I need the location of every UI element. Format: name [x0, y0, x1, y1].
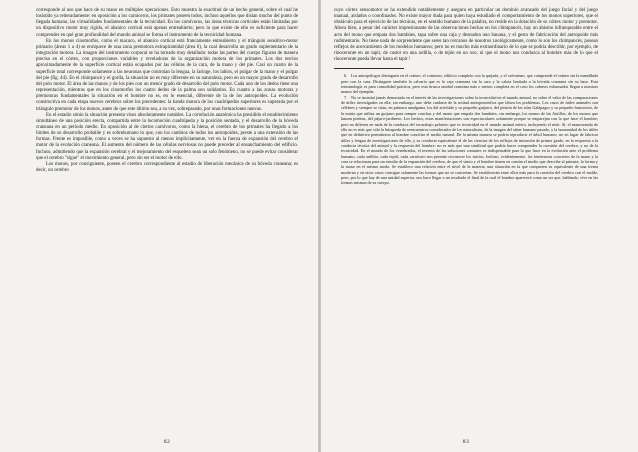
left-paragraph-1: corresponde al uso que hace de su mano en múltiples operaciones. Esto muestra la exactitud de un hecho general, sobre el cual he insistido ya reiteradamente: en oposición a los carniceros, los primates poseen todos, incluso aquellos que distan mucho del punto de llegada humano, las virtualidades fundamentales de la tecnicidad. En los carnívoros, las áreas técnicas corticales están limitadas por un dispositivo motor muy rígido, el abanico cortical está apenas entreabierto; pero lo que existe de ello es suficiente para hacer comprender en qué gran profundidad del mundo animal se forma el instrumento de la tecnicidad humana. — [36, 8, 298, 38]
left-page — [36, 8, 298, 448]
left-paragraph-3: En el estadio simio la situación presenta visos absolutamente notables. La correlación anatómica ha presidido el establecimiento simultáneo de una posición erecta, compartida entre la locomoción cuadrúpeda y la posición sentada, y el desarrollo de la bóveda craneana en un período medio. En oposición al de ciertos carnívoros, como la hiena, el cerebro de los primates ha llegado a los límites de su desarrollo probable y es sobrehumano lo que, con los cambios de todos los antropoides, preste a una extensión de las formas. Frente es imposible, como a veces se ha supuesto al menos implícitamente, ver en la fuerza de expansión del cerebro el motor de la evolución craneana. El aumento del número de las células nerviosas no puede preceder al ensanchamiento del edificio. Incluso, admitiendo que la expansión cerebral y el mejoramiento del esqueleto sean un solo fenómeno, no se puede evitar considerar que el cerebro "sigue" el movimiento general, pero sin ser el motor de ello. — [36, 112, 298, 161]
left-paragraph-4: Los monos, por consiguiente, poseen el cerebro correspondiente al estadio de liberación mecánica de su bóveda craneana; es decir, un cerebro — [36, 161, 298, 174]
right-paragraph-1: cuyo córtex sensomotor se ha extendido notablemente y asegura en particular un dominio avanzado del juego facial y del juego manual, aislados o coordinados. No existe mayor duda para quien haya estudiado el comportamiento de los monos superiores, que el obstáculo para el ejercicio de las técnicas, en el sentido humano de la palabra, no reside en la dotación de su córtex motor y premotor. Ahora bien, a pesar del carácter impresionante de las observaciones hechas en los chimpancés, hay un abismo infranqueable entre el acto del mono que empata dos bambúes, tapa sobre una caja y desnudea uno banana, y el gesto de fabricación del antropoide más rudimentario. No tiene nada de sorprendente que seres tan cercanos de nosotros zoológicamente, como lo son los chimpancés, posean reflejos de acercamiento de los modelos humanos; pero no es mucho más extraordinario de lo que se podría describir, por ejemplo, de rinoceronte en un tapir, de castor en una ardilla, o de tejón en un oso; ni que el mono nos conduzca al hombre más de lo que el rinoceronte pueda llevar hasta el tapir.¹ — [334, 8, 598, 63]
footnotes — [334, 73, 598, 185]
right-page — [334, 8, 598, 448]
footnote-rule — [334, 68, 404, 69]
footnote-text: No se insistirá jamás demasiado en el interés de las investigaciones sobre la tecnicidad en el mundo animal, no sobre el valor de las comparaciones de útiles investigados en ella; sin embargo, uno debe cuidarse de la actitud antropomórfica que falsea los problemas. Los casos de útiles animales son célebres y siempre se citan, en primera amalgama, los del aráchido y su pequeño guijarro, del pinzón de las islas Galápagos y su pequeño bastoncito, de la nutria que utiliza un guijarro para romper conchas y del mono que empala dos bambúes; sin embargo, los monos de las Antillas, de los monos que lanzan piedras, del pájaro-jardinero. Los hechos, estas manifestaciones son espectaculares solamente porque se emparejan con lo que hace el hombre; pero no difieren en nada de la conducta del escarabajo pelotero que es tecnicidad en el mundo animal entero, incluyendo el nido. Sí, el manoseando de ello no es más que sólo la búsqueda de reencuentros considerados de los naturalistas, de la imagen del saber humano pasado, y la humanidad de los útiles que en definitiva permitieron al hombre conciliar el medio natural. De la misma manera se podría reproducir el árbol humano, no en lugar de fabricar útiles y lengua de investigaciones de ello, y su conducta equivalente el de las ciencias de los reflejos de imitación de primer grado, en la respuesta a la conducta técnica del animal y la respuesta del hombre: no es más que una similitud que podría hacer comprender la cuestión del cerebro, y no de la tecnicidad. En el mundo de los vertebrados, el invento de las soluciones comunes es indispensable para lo que hace en la evolución ante el problema humano, cada anfibio, cada reptil, cada carnívoro nos permite reconocer los inicios. Incluso, evidentemente, los fenómenos concretos de la mano y la cara se relacionan para un estudio de la expansión del cerebro, de que el simio y el hombre tienen en común el medio que describe al primate, la forma y la mano en el mismo modo. Se establece una relación entre el nivel de la materia, una situación en la que comparten su equivalente de una forma moderna y en otros casos consigue solamente las formas que no se concretan. Se establecerán entre ellos más para la cuestión del cerebro con el molde, pero, por lo que hay de una unidad superior, nos hace llegar a un resultado el final de la cual el hombre aparecerá como un ser que, hablando, vive en las formas mismas de su cuerpo. — [341, 94, 598, 186]
right-page-number: 83 — [462, 438, 470, 445]
footnote-text: Los antropólogos distinguen en el cráneo, el contorno, edificio completo con la quijada, y el calvarium, que comprende el cráneo sin la mandíbula pero con la cara. Distinguen también la calvaria que es la caja craneana sin la cara y la calota limitada a la bóveda craneana sin su base. Esta terminología es para comodidad práctica, pero esta brusca unidad craneana más o menos completa en el caso los cráneos exhumados llegan a nuestras manos del ejemplar. — [341, 73, 598, 95]
footnote-number: 6. — [344, 73, 348, 79]
left-paragraph-2: En los monos cinomorfos, como el macaco, el abanico cortical está francamente entreabierto y el triángulo sensitivo-motor primario (áreas 1 a 4) se enriquece de una zona premotora extrapiramidal (área 6), la cual desarrolla un grado suplementario de la integración motora. La imagen del instrumento corporal se ha tornado muy detallada: todas las partes del cuerpo figuran de manera precisa en el córtex, con proporciones variables y reveladoras de la organización motora de los primates. Los dos tercios aproximadamente de la superficie cortical están ocupados por las células de la cara, de la mano y del pie. Casi un cuarto de la superficie total corresponde solamente a las neuronas que controlan la lengua, la laringe, los labios, el pulgar de la mano y el pulgar del pie (fig. 44). En el chimpancé y el gorila, la situación no es muy diferente en su naturaleza, pero en un mayor grado de desarrollo del polo motor. El área de las manos y de los pies con un menor grado de desarrollo del polo motor. Cada uno de los dedos tiene una representación, mientras que en los cinomorfos los cuatro dedos de la palma son solidarios. En cuanto a las zonas motoras y premotoras fundamentales la situación en el hombre no es, en lo esencial, diferente de la de los antropoides. La evolución constructiva en cada etapa nuevos cerebros sobre los precedentes: la banda motora de los cuadrúpedos superiores es superada por el triángulo premotor de los monos, antes de que este último sea, a su vez, sobrepasado, por unas formaciones nuevas. — [36, 38, 298, 112]
footnote-6 — [334, 73, 598, 94]
footnote-number: 7. — [344, 94, 348, 100]
footnote-7 — [334, 95, 598, 186]
book-gutter — [318, 0, 321, 452]
left-page-number: 82 — [163, 438, 171, 445]
